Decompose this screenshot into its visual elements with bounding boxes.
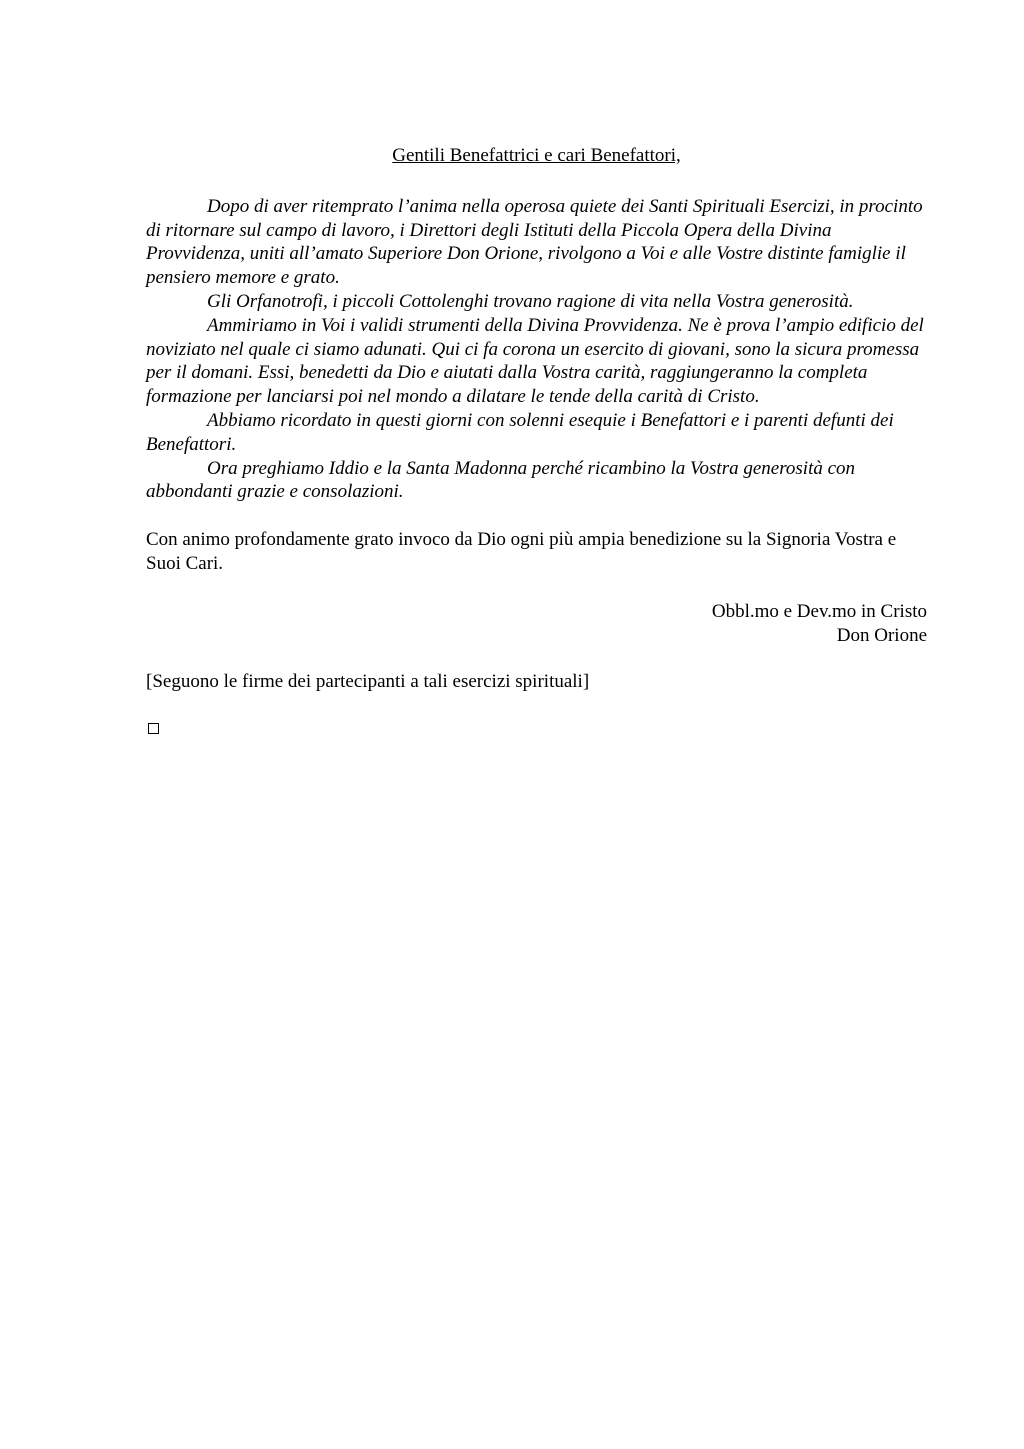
letter-page (146, 144, 927, 734)
salutation-text: Gentili Benefattrici e cari Benefattori, (392, 145, 681, 166)
signatures-note: [Seguono le firme dei partecipanti a tali esercizi spirituali] (146, 671, 590, 693)
signature-valediction: Obbl.mo e Dev.mo in Cristo (711, 600, 927, 622)
paragraph-1: Dopo di aver ritemprato l’anima nella operosa quiete dei Santi Spirituali Esercizi, in procinto di ritornare sul campo di lavoro, i Direttori degli Istituti della Piccola Opera della Divina Provvidenza, uniti all’amato Superiore Don Orione, rivolgono a Voi e alle Vostre distinte famiglie il pensiero memore e grato. (146, 195, 923, 289)
signature-name: Don Orione (836, 624, 927, 646)
letter-body (146, 195, 927, 504)
paragraph-4: Abbiamo ricordato in questi giorni con solenni esequie i Benefattori e i parenti defunti dei Benefattori. (146, 409, 894, 455)
paragraph-2: Gli Orfanotrofi, i piccoli Cottolenghi trovano ragione di vita nella Vostra generosità. (207, 290, 854, 312)
paragraph-3: Ammiriamo in Voi i validi strumenti della Divina Provvidenza. Ne è prova l’ampio edificio del noviziato nel quale ci siamo adunati. Qui ci fa corona un esercito di giovani, sono la sicura promessa per il domani. Essi, benedetti da Dio e aiutati dalla Vostra carità, raggiungeranno la completa formazione per lanciarsi poi nel mondo a dilatare le tende della carità di Cristo. (146, 314, 924, 408)
closing-paragraph: Con animo profondamente grato invoco da Dio ogni più ampia benedizione su la Signoria Vostra e Suoi Cari. (146, 529, 897, 574)
salutation (146, 144, 927, 168)
empty-square-icon (148, 723, 159, 734)
paragraph-5: Ora preghiamo Iddio e la Santa Madonna perché ricambino la Vostra generosità con abbondanti grazie e consolazioni. (146, 457, 856, 503)
signature-block (146, 600, 927, 648)
